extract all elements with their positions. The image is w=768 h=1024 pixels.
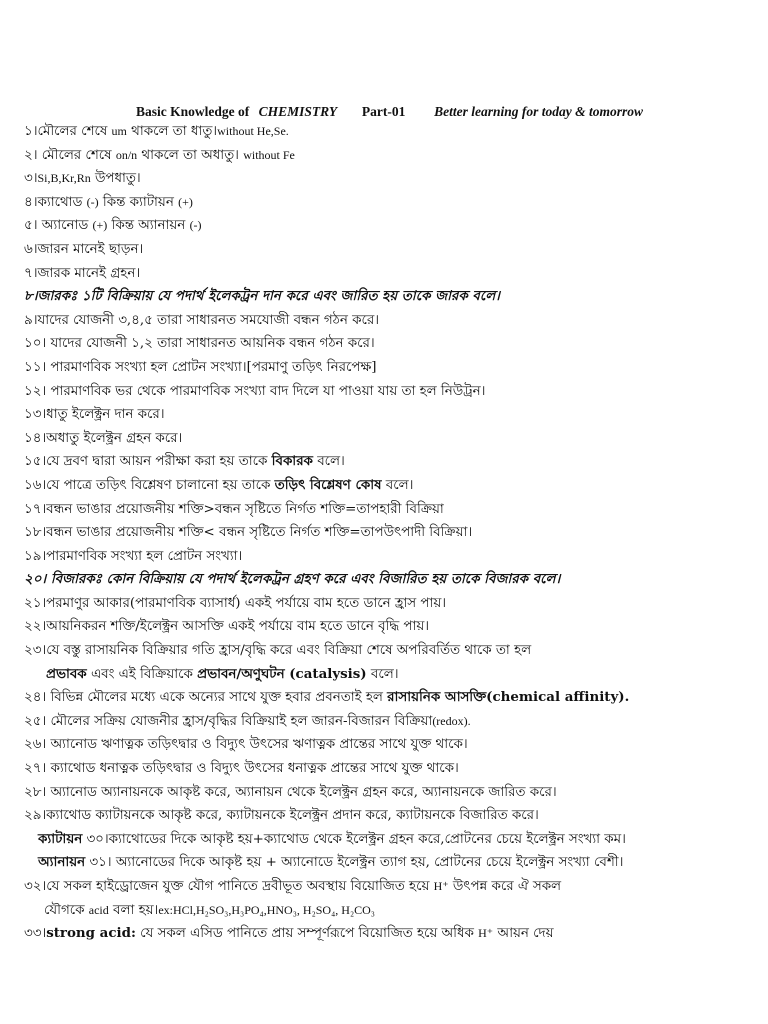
text-line-33	[24, 922, 754, 946]
line-segment: উৎপন্ন করে ঐ সকল	[448, 879, 562, 894]
text-line-11	[24, 356, 754, 380]
line-segment: বিকারক	[271, 453, 313, 470]
line-segment: যে সকল এসিড পানিতে প্রায় সম্পূর্ণরূপে বিয়োজিত হয়ে অধিক	[135, 926, 479, 942]
line-segment: ১৫।যে দ্রবণ দ্বারা আয়ন পরীক্ষা করা হয় তাকে	[24, 454, 272, 470]
line-segment: ২৩।যে বস্তু রাসায়নিক বিক্রিয়ার গতি হ্রাস/বৃদ্ধি করে এবং বিক্রিয়া শেষে অপরিবর্তিত থাকে তা হল	[24, 643, 532, 659]
text-line-32	[24, 875, 754, 899]
line-segment: ১১। পারমাণবিক সংখ্যা হল প্রোটন সংখ্যা।[পরমাণু তড়িৎ নিরপেক্ষ]	[24, 359, 377, 375]
line-segment: ১৮।বন্ধন ভাঙার প্রয়োজনীয় শক্তি< বন্ধন সৃষ্টিতে নির্গত শক্তি=তাপউৎপাদী বিক্রিয়া।	[24, 525, 473, 541]
line-segment: ৭।জারক মানেই গ্রহন।	[24, 265, 141, 281]
line-segment: Si,B,Kr,Rn	[37, 171, 91, 186]
line-segment: বলা হয়।	[108, 902, 159, 918]
line-segment: ১৩।ধাতু ইলেক্ট্রন দান করে।	[24, 407, 165, 423]
text-line-4	[24, 191, 754, 215]
line-segment: অ্যানায়ন	[38, 854, 86, 871]
page-header	[136, 103, 756, 121]
text-line-23	[24, 639, 754, 663]
line-segment: যৌগকে	[44, 902, 89, 918]
line-segment: ৩৩।	[24, 926, 47, 942]
line-segment: (redox).	[432, 713, 471, 728]
line-segment: ৯।যাদের যোজনী ৩,৪,৫ তারা সাধারনত সমযোজী বন্ধন গঠন করে।	[24, 312, 379, 328]
line-segment: ২৫। মৌলের সক্রিয় যোজনীর হ্রাস/বৃদ্ধির বিক্রিয়াই হল জারন-বিজারন বিক্রিয়া	[24, 713, 433, 729]
text-line-32b	[24, 899, 754, 923]
text-line-21	[24, 592, 754, 616]
line-segment: strong acid:	[46, 925, 136, 942]
line-segment: ৪।ক্যাথোড	[24, 194, 87, 210]
line-segment: থাকলে তা ধাতু।	[126, 124, 218, 139]
text-line-13	[24, 403, 754, 427]
text-line-24	[24, 686, 754, 710]
line-segment: without Fe	[243, 147, 295, 162]
text-line-19	[24, 545, 754, 569]
line-segment: ২৯।ক্যাথোড ক্যাটায়নকে আকৃষ্ট করে, ক্যাটায়নকে ইলেক্ট্রন প্রদান করে, ক্যাটায়নকে বিজারিত করে।	[24, 808, 539, 824]
line-segment: ২০। বিজারকঃ কোন বিক্রিয়ায় যে পদার্থ ইলেকট্রন গ্রহণ করে এবং বিজারিত হয় তাকে বিজারক বলে।	[24, 571, 561, 588]
line-segment: (+)	[92, 218, 108, 233]
text-line-1	[24, 120, 754, 144]
line-segment: (-)	[86, 194, 99, 209]
text-line-28	[24, 781, 754, 805]
text-line-29	[24, 804, 754, 828]
line-segment: তড়িৎ বিশ্লেষণ কোষ	[274, 476, 382, 493]
line-segment: ২৪। বিভিন্ন মৌলের মধ্যে একে অন্যের সাথে যুক্ত হবার প্রবনতাই হল	[24, 690, 388, 706]
line-segment: ৩১। অ্যানোডের দিকে আকৃষ্ট হয় + অ্যানোডে ইলেক্ট্রন ত্যাগ হয়, প্রোটনের চেয়ে ইলেক্ট্রন সংখ্যা বেশী।	[85, 855, 624, 871]
text-line-17	[24, 498, 754, 522]
line-segment: ৮।জারকঃ ১টি বিক্রিয়ায় যে পদার্থ ইলেকট্রন দান করে এবং জারিত হয় তাকে জারক বলে।	[24, 288, 500, 305]
line-segment: ২৭। ক্যাথোড ধনাত্নক তড়িৎদ্বার ও বিদ্যুৎ উৎসের ধনাত্নক প্রান্তের সাথে যুক্ত থাকে।	[24, 761, 459, 777]
text-line-18	[24, 521, 754, 545]
text-line-30	[24, 828, 754, 852]
text-line-9	[24, 309, 754, 333]
text-line-26	[24, 733, 754, 757]
text-line-14	[24, 427, 754, 451]
line-segment: বলে।	[312, 454, 345, 470]
line-segment: উপধাতু।	[90, 171, 141, 187]
line-segment: বলে।	[381, 477, 414, 493]
text-line-15	[24, 450, 754, 474]
line-segment: um	[111, 124, 127, 138]
text-line-22	[24, 615, 754, 639]
line-segment: H⁺	[433, 879, 449, 893]
line-segment: on/n	[115, 147, 138, 162]
line-segment: (-)	[189, 218, 202, 233]
line-segment: প্রভাবক	[46, 665, 87, 682]
line-segment: ex:HCl,H₂SO₃,H₃PO₄,HNO₃, H₂SO₄, H₂CO₃	[158, 902, 375, 917]
line-segment: ৩২।যে সকল হাইড্রোজেন যুক্ত যৌগ পানিতে দ্রবীভূত অবস্থায় বিয়োজিত হয়ে	[24, 879, 434, 894]
line-segment: H⁺	[478, 926, 494, 941]
text-line-2	[24, 144, 754, 168]
line-segment: ২৬। অ্যানোড ঋণাত্নক তড়িৎদ্বার ও বিদ্যুৎ উৎসের ঋণাত্নক প্রান্তের সাথে যুক্ত থাকে।	[24, 737, 468, 753]
line-segment: ১৯।পারমাণবিক সংখ্যা হল প্রোটন সংখ্যা।	[24, 548, 243, 564]
header-subject: CHEMISTRY	[258, 104, 338, 119]
line-segment: ১৪।অধাতু ইলেক্ট্রন গ্রহন করে।	[24, 430, 183, 446]
line-segment: ৫। অ্যানোড	[24, 218, 93, 234]
line-segment: রাসায়নিক আসক্তি(chemical affinity).	[387, 689, 630, 706]
line-segment: ২৮। অ্যানোড অ্যানায়নকে আকৃষ্ট করে, অ্যানায়ন থেকে ইলেক্ট্রন গ্রহন করে, অ্যানায়নকে জারিত করে।	[24, 784, 557, 800]
line-segment: কিন্ত অ্যানায়ন	[107, 218, 190, 234]
text-line-10	[24, 332, 754, 356]
line-segment: ২২।আয়নিকরন শক্তি/ইলেক্ট্রন আসক্তি একই পর্যায়ে বাম হতে ডানে বৃদ্ধি পায়।	[24, 619, 430, 635]
line-segment: (+)	[178, 194, 193, 209]
text-line-31	[24, 851, 754, 875]
text-line-6	[24, 238, 754, 262]
text-line-7	[24, 262, 754, 286]
text-line-20	[24, 568, 754, 592]
line-segment: ৩।	[24, 171, 38, 187]
text-line-5	[24, 214, 754, 238]
header-tagline: Better learning for today & tomorrow	[434, 104, 644, 119]
text-line-3	[24, 167, 754, 191]
line-segment: বলে।	[366, 666, 399, 682]
text-line-16	[24, 474, 754, 498]
line-segment: ১৬।যে পাত্রে তড়িৎ বিশ্লেষণ চালানো হয় তাকে	[24, 477, 275, 493]
content-lines	[24, 120, 754, 946]
text-line-23b	[24, 663, 754, 687]
text-line-25	[24, 710, 754, 734]
line-segment: ৩০।ক্যাথোডের দিকে আকৃষ্ট হয়+ক্যাথোড থেকে ইলেক্ট্রন গ্রহন করে,প্রোটনের চেয়ে ইলেক্ট্রন সংখ্যা কম।	[82, 831, 626, 847]
line-segment: without He,Se.	[217, 124, 289, 138]
line-segment: ২। মৌলের শেষে	[24, 147, 116, 163]
line-segment: ২১।পরমাণুর আকার(পারমাণবিক ব্যাসার্ধ) একই পর্যায়ে বাম হতে ডানে হ্রাস পায়।	[24, 595, 447, 611]
line-segment: এবং এই বিক্রিয়াকে	[86, 666, 198, 682]
line-segment: ১২। পারমাণবিক ভর থেকে পারমাণবিক সংখ্যা বাদ দিলে যা পাওয়া যায় তা হল নিউট্রন।	[24, 383, 486, 399]
line-segment: acid	[88, 902, 109, 917]
line-segment: ১৭।বন্ধন ভাঙার প্রয়োজনীয় শক্তি>বন্ধন সৃষ্টিতে নির্গত শক্তি=তাপহারী বিক্রিয়া	[24, 501, 444, 517]
text-line-8	[24, 285, 754, 309]
line-segment: কিন্ত ক্যাটায়ন	[98, 194, 179, 210]
line-segment: আয়ন দেয়	[493, 926, 554, 942]
line-segment: ১।মৌলের শেষে	[24, 124, 112, 139]
line-segment: ক্যাটায়ন	[38, 830, 83, 847]
text-line-12	[24, 380, 754, 404]
line-segment: ৬।জারন মানেই ছাড়ন।	[24, 241, 144, 257]
line-segment: ১০। যাদের যোজনী ১,২ তারা সাধারনত আয়নিক বন্ধন গঠন করে।	[24, 336, 375, 352]
line-segment: প্রভাবন/অণুঘটন (catalysis)	[197, 665, 367, 682]
header-part: Part-01	[361, 104, 406, 119]
text-line-27	[24, 757, 754, 781]
header-left: Basic Knowledge of	[136, 104, 250, 119]
line-segment: থাকলে তা অধাতু।	[137, 147, 244, 163]
